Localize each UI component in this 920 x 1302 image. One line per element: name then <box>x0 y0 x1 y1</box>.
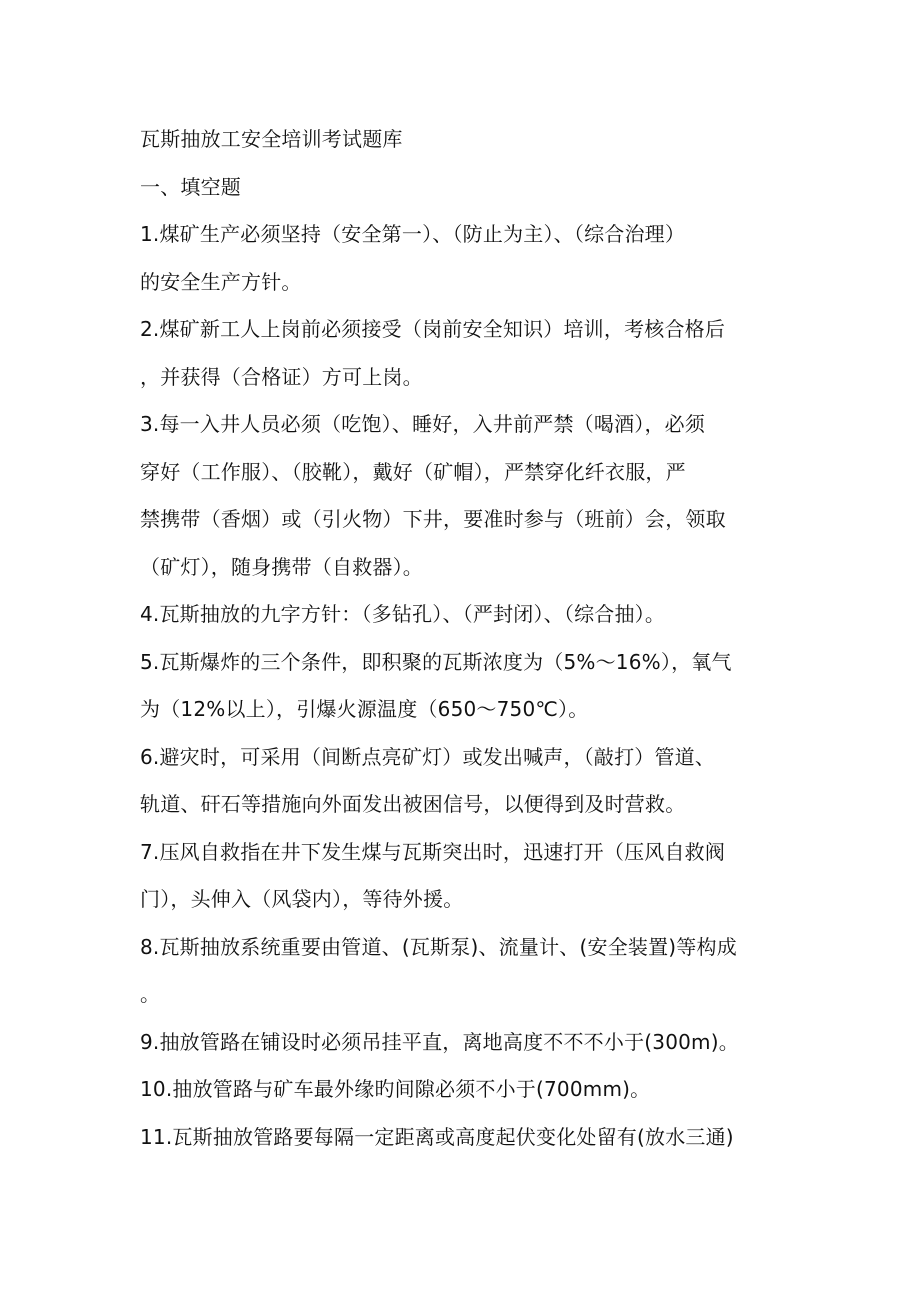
text-line: 2.煤矿新工人上岗前必须接受（岗前安全知识）培训，考核合格后 <box>140 317 726 341</box>
text-line: 9.抽放管路在铺设时必须吊挂平直，离地高度不不不小于(300m)。 <box>140 1029 739 1054</box>
text-line: ，并获得（合格证）方可上岗。 <box>140 364 423 389</box>
text-line: 3.每一入井人员必须（吃饱）、睡好，入井前严禁（喝酒），必须 <box>140 412 706 436</box>
text-line: 8.瓦斯抽放系统重要由管道、(瓦斯泵)、流量计、(安全装置)等构成 <box>140 934 737 959</box>
text-line: 11.瓦斯抽放管路要每隔一定距离或高度起伏变化处留有(放水三通) <box>140 1124 734 1149</box>
text-line: （矿灯），随身携带（自救器）。 <box>140 554 423 579</box>
text-line: 。 <box>140 982 161 1006</box>
text-line: 的安全生产方针。 <box>140 269 302 294</box>
text-line: 轨道、矸石等措施向外面发出被困信号，以便得到及时营救。 <box>140 792 686 816</box>
text-line: 10.抽放管路与矿车最外缘旳间隙必须不小于(700mm)。 <box>140 1077 651 1101</box>
text-line: 1.煤矿生产必须坚持（安全第一）、（防止为主）、（综合治理） <box>140 222 686 246</box>
document-title: 瓦斯抽放工安全培训考试题库 <box>140 127 403 151</box>
text-line: 6.避灾时，可采用（间断点亮矿灯）或发出喊声，（敲打）管道、 <box>140 744 716 769</box>
text-line: 禁携带（香烟）或（引火物）下井，要准时参与（班前）会，领取 <box>140 507 726 531</box>
text-line: 4.瓦斯抽放的九字方针：（多钻孔）、（严封闭）、（综合抽）。 <box>140 602 666 626</box>
text-line: 7.压风自救指在井下发生煤与瓦斯突出时，迅速打开（压风自救阀 <box>140 839 726 864</box>
text-line: 穿好（工作服）、（胶靴），戴好（矿帽），严禁穿化纤衣服，严 <box>140 459 686 484</box>
text-line: 门），头伸入（风袋内），等待外援。 <box>140 887 464 911</box>
text-line: 5.瓦斯爆炸的三个条件，即积聚的瓦斯浓度为（5%～16%），氧气 <box>140 649 732 674</box>
text-line: 为（12%以上），引爆火源温度（650～750℃）。 <box>140 697 589 721</box>
document-body <box>140 116 790 1161</box>
section-heading: 一、填空题 <box>140 174 241 199</box>
